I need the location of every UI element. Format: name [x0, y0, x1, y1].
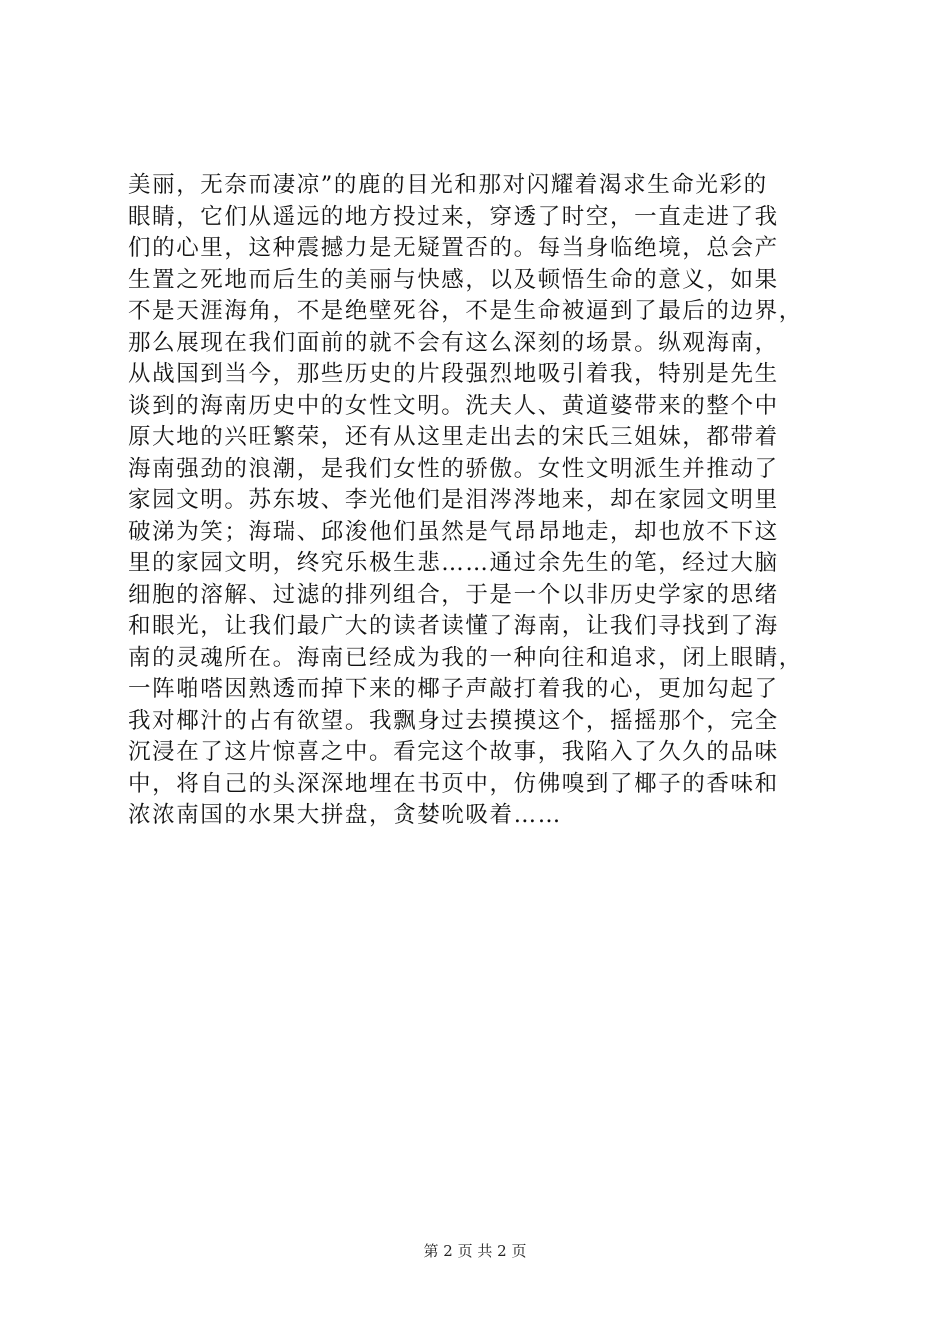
text-line: 生置之死地而后生的美丽与快感，以及顿悟生命的意义，如果	[128, 266, 779, 293]
text-line: 沉浸在了这片惊喜之中。看完这个故事，我陷入了久久的品味	[128, 739, 779, 765]
text-line: 原大地的兴旺繁荣，还有从这里走出去的宋氏三姐妹，都带着	[128, 424, 779, 450]
text-line: 我对椰汁的占有欲望。我飘身过去摸摸这个，摇摇那个，完全	[128, 707, 779, 734]
text-line: 中，将自己的头深深地埋在书页中，仿佛嗅到了椰子的香味和	[128, 770, 779, 797]
text-line: 和眼光，让我们最广大的读者读懂了海南，让我们寻找到了海	[128, 613, 779, 639]
text-line: 里的家园文明，终究乐极生悲……通过余先生的笔，经过大脑	[128, 550, 779, 576]
page-footer	[0, 1241, 950, 1261]
page-number: 第 2 页 共 2 页	[423, 1242, 527, 1260]
text-line: 破涕为笑；海瑞、邱浚他们虽然是气昂昂地走，却也放不下这	[128, 518, 779, 545]
text-line: 那么展现在我们面前的就不会有这么深刻的场景。纵观海南，	[128, 329, 779, 356]
text-line: 细胞的溶解、过滤的排列组合，于是一个以非历史学家的思绪	[128, 581, 779, 608]
text-line: 眼睛，它们从遥远的地方投过来，穿透了时空，一直走进了我	[128, 203, 779, 230]
text-line: 不是天涯海角，不是绝壁死谷，不是生命被逼到了最后的边界，	[128, 298, 803, 324]
body-text	[128, 170, 848, 832]
text-line: 们的心里，这种震撼力是无疑置否的。每当身临绝境，总会产	[128, 235, 779, 261]
text-line: 家园文明。苏东坡、李光他们是泪涔涔地来，却在家园文明里	[128, 487, 779, 513]
text-line: 海南强劲的浪潮，是我们女性的骄傲。女性文明派生并推动了	[128, 455, 779, 482]
text-line: 谈到的海南历史中的女性文明。洗夫人、黄道婆带来的整个中	[128, 392, 779, 419]
text-line: 美丽，无奈而凄凉”的鹿的目光和那对闪耀着渴求生命光彩的	[128, 172, 768, 198]
text-line: 浓浓南国的水果大拼盘，贪婪吮吸着……	[128, 802, 562, 828]
text-line: 从战国到当今，那些历史的片段强烈地吸引着我，特别是先生	[128, 361, 779, 387]
text-line: 南的灵魂所在。海南已经成为我的一种向往和追求，闭上眼睛，	[128, 644, 803, 671]
text-line: 一阵啪嗒因熟透而掉下来的椰子声敲打着我的心，更加勾起了	[128, 676, 779, 702]
